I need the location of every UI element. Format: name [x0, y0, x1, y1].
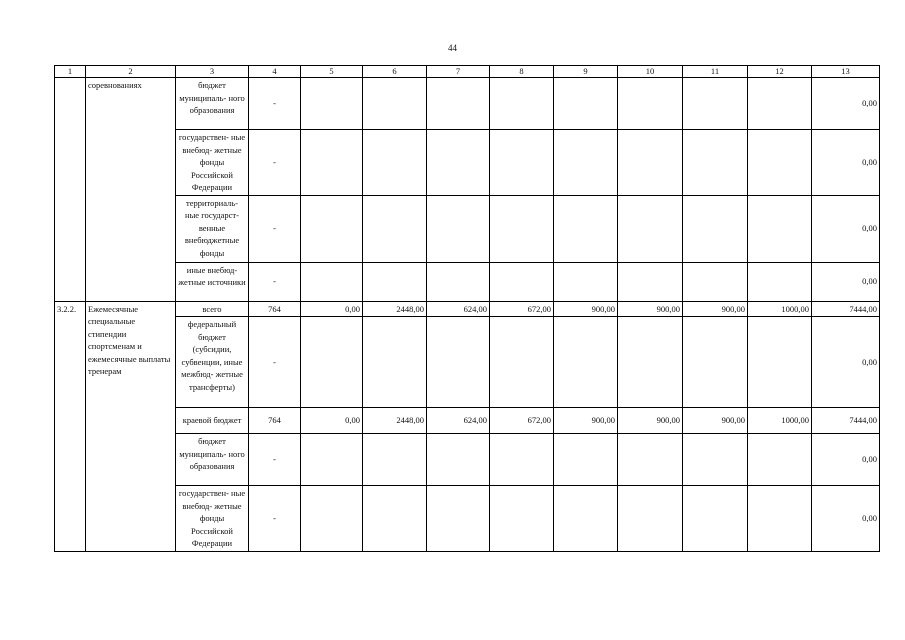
column-header: 12 — [748, 66, 812, 78]
total-cell: 0,00 — [812, 317, 880, 408]
value-cell: - — [249, 130, 301, 196]
funding-source-cell: территориаль- ные государст- венные внебюджетные фонды — [176, 195, 249, 262]
total-cell: 0,00 — [812, 434, 880, 486]
column-header: 4 — [249, 66, 301, 78]
column-header: 8 — [490, 66, 554, 78]
column-header: 10 — [618, 66, 683, 78]
column-header: 2 — [86, 66, 176, 78]
total-cell: 7444,00 — [812, 301, 880, 317]
value-cell: 0,00 — [301, 301, 363, 317]
column-header: 5 — [301, 66, 363, 78]
value-cell: - — [249, 262, 301, 301]
value-cell: 900,00 — [618, 408, 683, 434]
funding-source-cell: иные внебюд- жетные источники — [176, 262, 249, 301]
budget-table — [54, 65, 880, 552]
funding-source-cell: бюджет муниципаль- ного образования — [176, 78, 249, 130]
total-cell: 7444,00 — [812, 408, 880, 434]
table-row — [55, 262, 880, 301]
total-cell: 0,00 — [812, 130, 880, 196]
table-row — [55, 317, 880, 408]
column-header: 13 — [812, 66, 880, 78]
table-row — [55, 78, 880, 130]
total-cell: 0,00 — [812, 195, 880, 262]
table-row — [55, 408, 880, 434]
column-header: 3 — [176, 66, 249, 78]
value-cell: 900,00 — [683, 301, 748, 317]
table-row — [55, 130, 880, 196]
value-cell: 900,00 — [683, 408, 748, 434]
value-cell: - — [249, 195, 301, 262]
table-row — [55, 195, 880, 262]
code-cell: 3.2.2. — [55, 301, 86, 552]
code-cell — [55, 78, 86, 302]
funding-source-cell: краевой бюджет — [176, 408, 249, 434]
column-header: 9 — [554, 66, 618, 78]
activity-name-cell: соревнованиях — [86, 78, 176, 302]
value-cell: - — [249, 317, 301, 408]
value-cell: 900,00 — [554, 301, 618, 317]
value-cell: 2448,00 — [363, 408, 427, 434]
funding-source-cell: федеральный бюджет (субсидии, субвенции, иные межбюд- жетные трансферты) — [176, 317, 249, 408]
total-cell: 0,00 — [812, 486, 880, 552]
funding-source-cell: государствен- ные внебюд- жетные фонды Российской Федерации — [176, 486, 249, 552]
value-cell: 764 — [249, 301, 301, 317]
table-row — [55, 486, 880, 552]
column-header: 11 — [683, 66, 748, 78]
activity-name-cell: Ежемесячные специальные стипендии спортсменам и ежемесячные выплаты тренерам — [86, 301, 176, 552]
column-header: 7 — [427, 66, 490, 78]
value-cell: 764 — [249, 408, 301, 434]
table-row — [55, 434, 880, 486]
value-cell: 672,00 — [490, 301, 554, 317]
value-cell: 1000,00 — [748, 301, 812, 317]
total-cell: 0,00 — [812, 78, 880, 130]
value-cell: - — [249, 486, 301, 552]
column-numbers-row — [55, 66, 880, 78]
value-cell: 624,00 — [427, 301, 490, 317]
value-cell: 1000,00 — [748, 408, 812, 434]
value-cell: 900,00 — [554, 408, 618, 434]
column-header: 1 — [55, 66, 86, 78]
table-row — [55, 301, 880, 317]
column-header: 6 — [363, 66, 427, 78]
funding-source-cell: бюджет муниципаль- ного образования — [176, 434, 249, 486]
value-cell: - — [249, 78, 301, 130]
value-cell: 2448,00 — [363, 301, 427, 317]
total-cell: 0,00 — [812, 262, 880, 301]
value-cell: 0,00 — [301, 408, 363, 434]
value-cell: 672,00 — [490, 408, 554, 434]
value-cell: - — [249, 434, 301, 486]
funding-source-cell: всего — [176, 301, 249, 317]
value-cell: 624,00 — [427, 408, 490, 434]
funding-source-cell: государствен- ные внебюд- жетные фонды Российской Федерации — [176, 130, 249, 196]
page-number: 44 — [448, 43, 457, 53]
value-cell: 900,00 — [618, 301, 683, 317]
